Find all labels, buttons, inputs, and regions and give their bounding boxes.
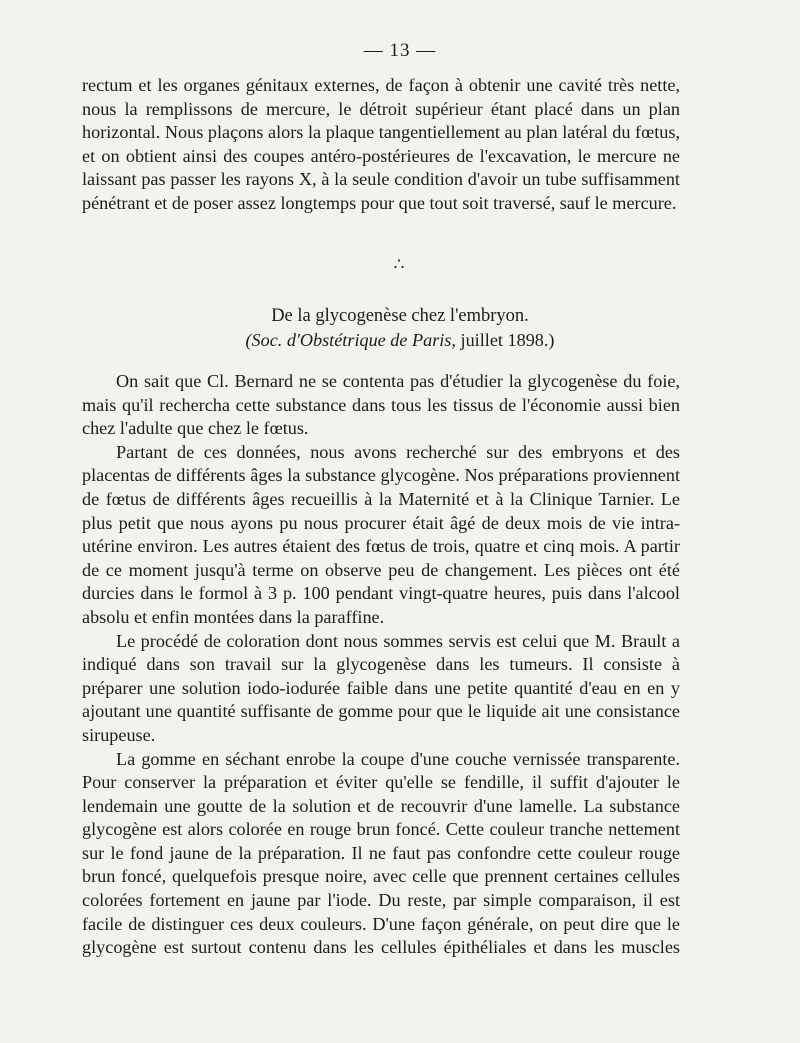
- section-body: [82, 370, 680, 960]
- paragraph: Le procédé de coloration dont nous sommes servis est celui que M. Brault a indiqué dans son travail sur la glycogenèse dans les tumeurs. Il consiste à préparer une solution iodo-iodurée faible dans une petite quantité d'eau en en y ajoutant une quantité suffisante de gomme pour que le liquide ait une consistance sirupeuse.: [82, 630, 680, 745]
- paragraph: La gomme en séchant enrobe la coupe d'une couche vernissée transparente. Pour conserver la préparation et éviter qu'elle se fendille, il suffit d'ajouter le lendemain une goutte de la solution et de recouvrir d'une lamelle. La substance glycogène est alors colorée en rouge brun foncé. Cette couleur tranche nettement sur le fond jaune de la préparation. Il ne faut pas confondre cette couleur rouge brun foncé, quelquefois presque noire, avec celle que prennent certaines cellules colorées fortement en jaune par l'iode. Du reste, par simple comparaison, il est facile de distinguer ces deux couleurs. D'une façon générale, on peut dire que le glycogène est surtout contenu dans les cellules épithéliales et dans les muscles: [82, 748, 680, 958]
- paragraph: Partant de ces données, nous avons recherché sur des embryons et des placentas de différents âges la substance glycogène. Nos préparations proviennent de fœtus de différents âges recueillis à la Maternité et à la Clinique Tarnier. Le plus petit que nous ayons pu nous procurer était âgé de deux mois de vie intra-utérine environ. Les autres étaient des fœtus de trois, quatre et cinq mois. A partir de ce moment jusqu'à terme on observe peu de changement. Les pièces ont été durcies dans le formol à 3 p. 100 pendant vingt-quatre heures, puis dans l'alcool absolu et enfin montées dans la paraffine.: [82, 441, 680, 627]
- section-citation: [0, 330, 800, 351]
- section-title: De la glycogenèse chez l'embryon.: [271, 306, 529, 326]
- citation-date: juillet 1898.): [460, 330, 555, 350]
- paragraph: On sait que Cl. Bernard ne se contenta pas d'étudier la glycogenèse du foie, mais qu'il rechercha cette substance dans tous les tissus de l'économie aussi bien chez l'adulte que chez le fœtus.: [82, 371, 680, 439]
- intro-paragraph: rectum et les organes génitaux externes, de façon à obtenir une cavité très nette, nous la remplissons de mercure, le détroit supérieur étant placé dans un plan horizontal. Nous plaçons alors la plaque tangentiellement au plan latéral du fœtus, et on obtient ainsi des coupes antéro-postérieures de l'excavation, le mercure ne laissant pas passer les rayons X, à la seule condition d'avoir un tube suffisamment pénétrant et de poser assez longtemps pour que tout soit traversé, sauf le mercure.: [82, 75, 680, 213]
- section-separator: ∴: [393, 255, 407, 274]
- intro-paragraph-block: [82, 74, 680, 216]
- citation-source: (Soc. d'Obstétrique de Paris,: [245, 330, 456, 350]
- page-number: — 13 —: [363, 40, 437, 61]
